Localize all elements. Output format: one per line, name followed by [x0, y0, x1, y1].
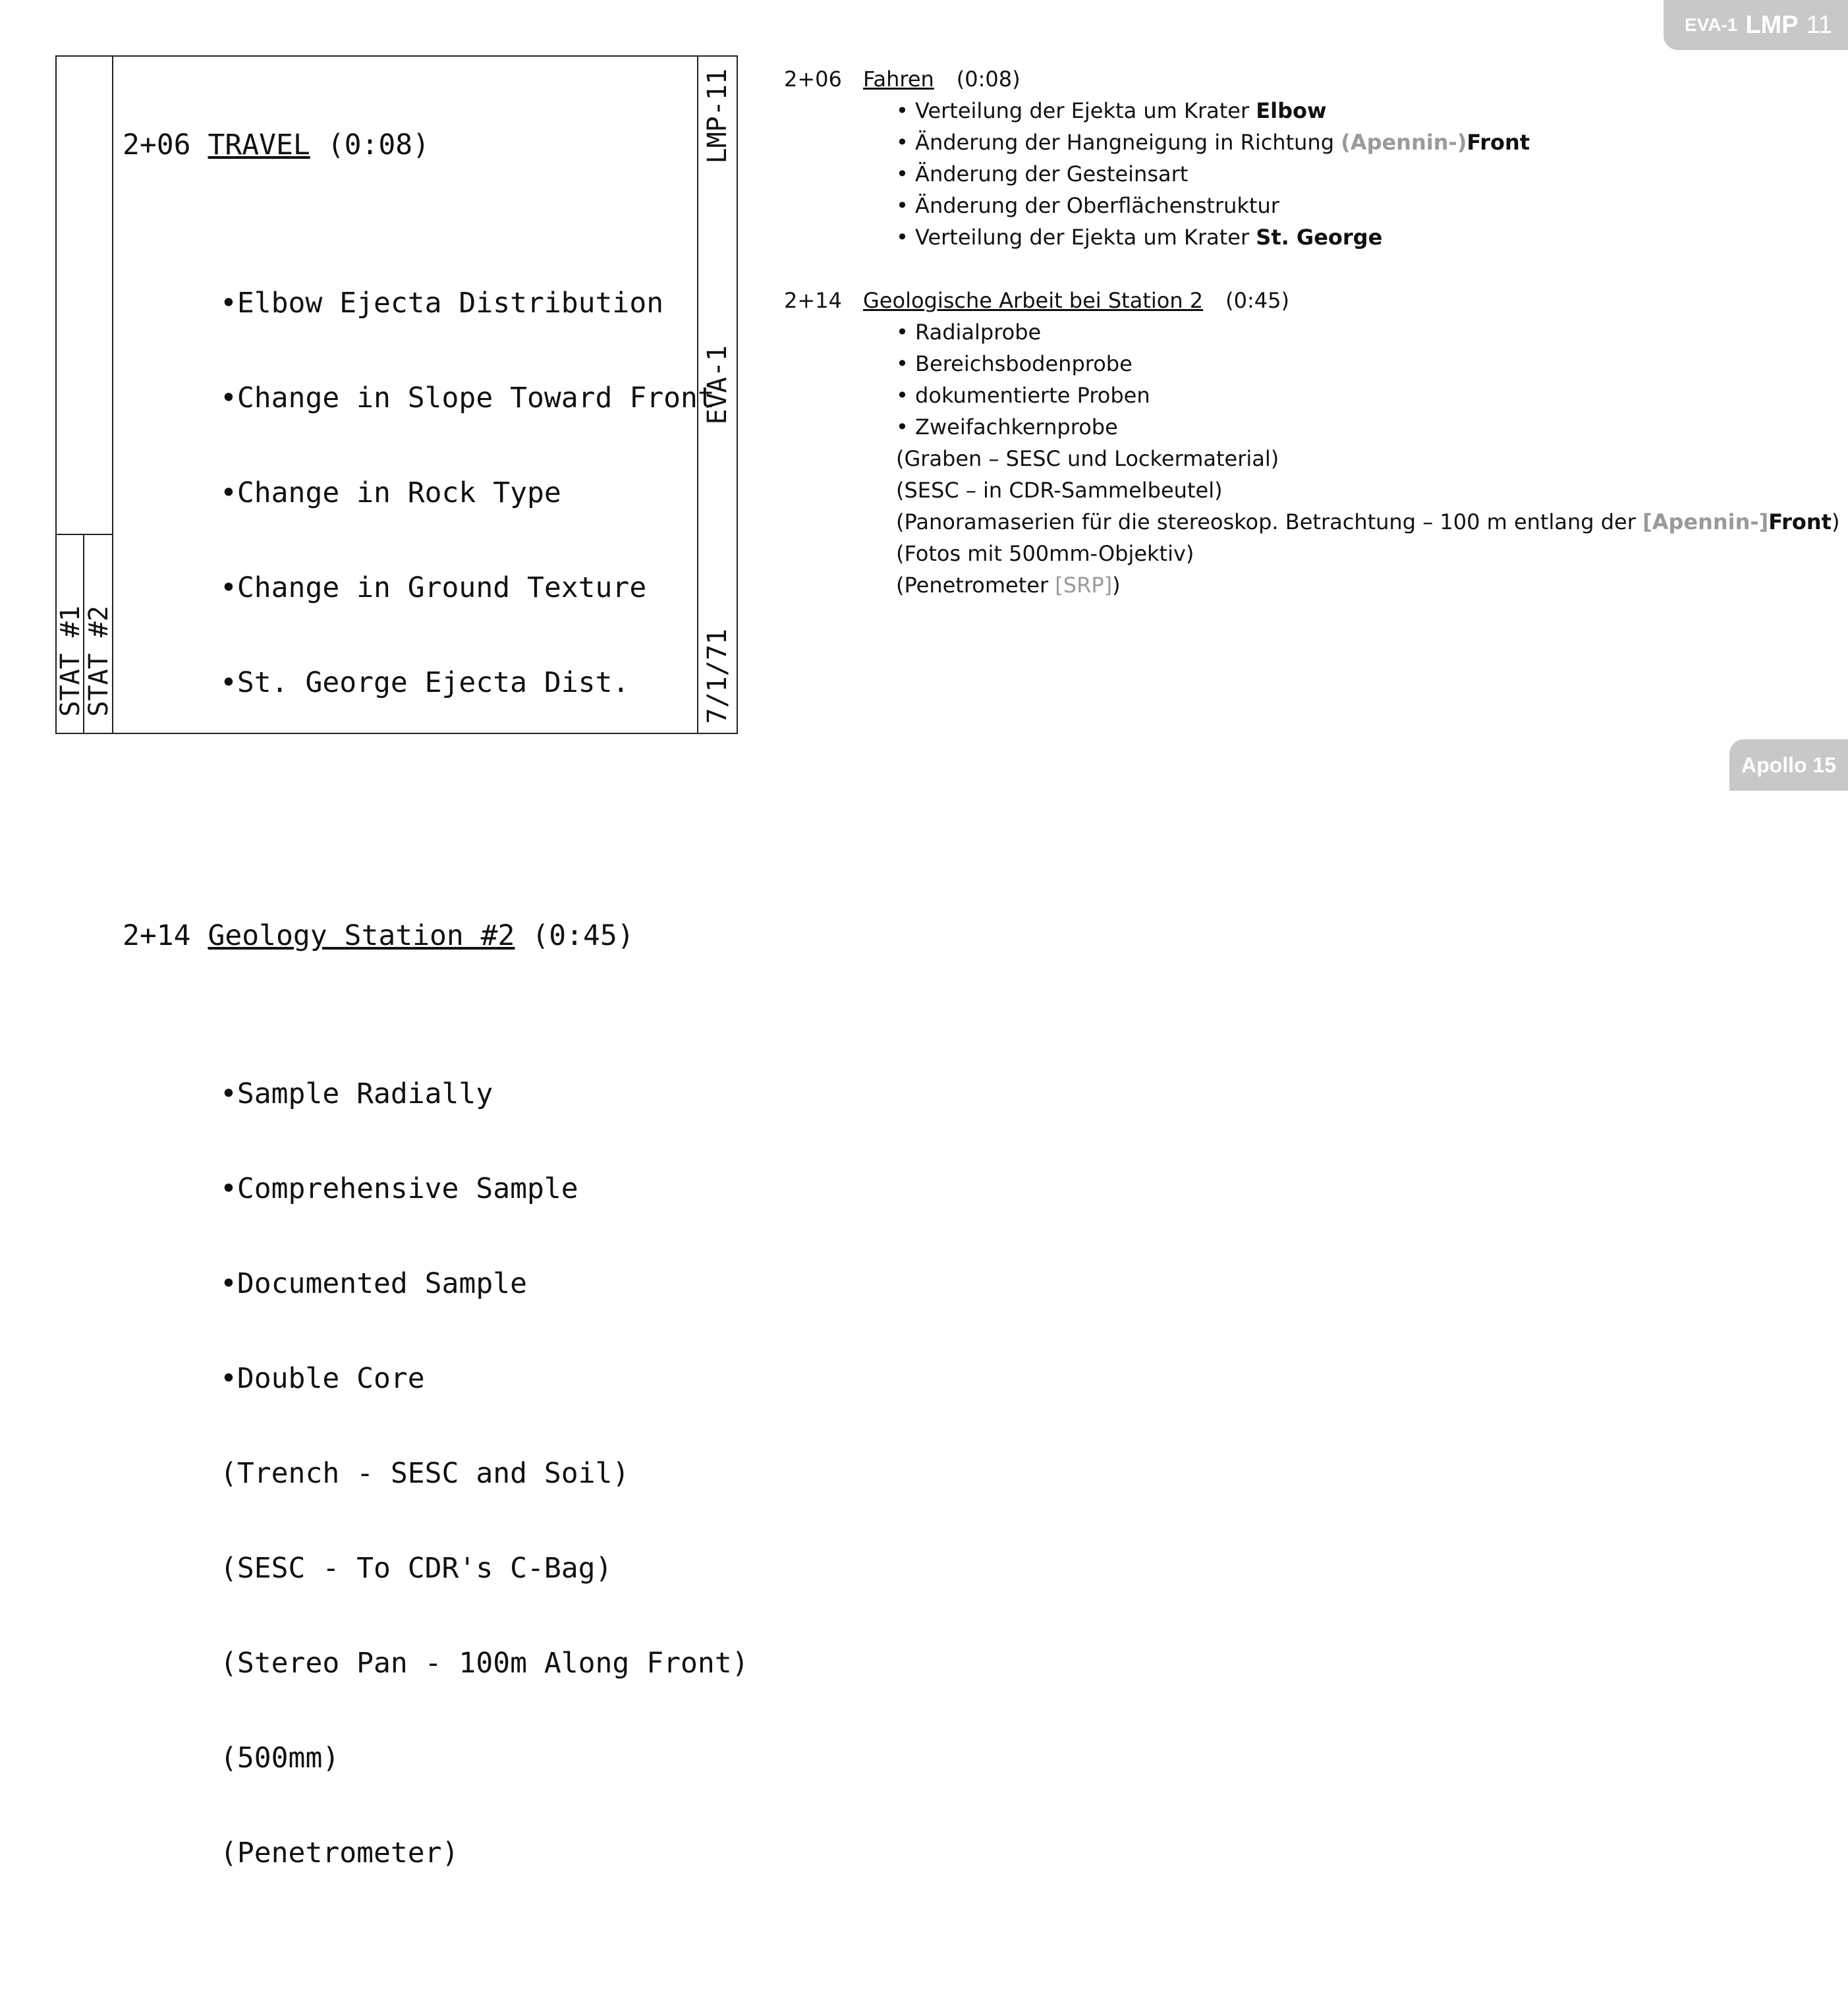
- card-geology-duration: (0:45): [532, 919, 634, 952]
- trans-travel-item: [784, 95, 1838, 127]
- card-travel-item: •Change in Slope Toward Front: [220, 382, 715, 414]
- card-geology-item: (SESC - To CDR's C-Bag): [220, 1552, 613, 1585]
- trans-text: • Änderung der Hangneigung in Richtung: [896, 130, 1341, 155]
- trans-travel-item: • Änderung der Oberflächenstruktur: [896, 193, 1279, 218]
- card-geology-list: [123, 1015, 749, 1932]
- card-travel-duration: (0:08): [327, 128, 430, 161]
- trans-geology-item: • Radialprobe: [896, 320, 1042, 345]
- trans-text: (Panoramaserien für die stereoskop. Betrachtung – 100 m entlang der: [896, 509, 1643, 534]
- trans-travel-item: [784, 221, 1838, 253]
- stat-2-label: STAT #2: [84, 606, 114, 717]
- trans-travel-item: [784, 127, 1838, 158]
- trans-text: (Penetrometer: [896, 573, 1055, 598]
- trans-grey-text: [SRP]: [1055, 573, 1113, 598]
- card-eva-label: EVA-1: [702, 345, 733, 425]
- card-travel-list: [123, 224, 715, 762]
- trans-travel-time: 2+06: [784, 67, 842, 92]
- trans-bold-text: Front: [1768, 509, 1832, 534]
- card-geology-item: (Penetrometer): [220, 1837, 459, 1869]
- card-travel-heading: [123, 129, 692, 161]
- checklist-card: [55, 55, 749, 1869]
- card-geology-item: •Comprehensive Sample: [220, 1172, 578, 1205]
- card-travel-time: 2+06: [123, 128, 191, 161]
- card-travel-item: •Change in Ground Texture: [220, 571, 647, 604]
- trans-geology-item: [784, 506, 1838, 538]
- trans-geology-item: • dokumentierte Proben: [896, 383, 1150, 408]
- trans-travel-title: Fahren: [863, 67, 934, 92]
- card-left-column: [57, 57, 113, 733]
- trans-grey-text: (Apennin-): [1341, 130, 1467, 155]
- trans-geology-item: • Zweifachkernprobe: [896, 414, 1118, 440]
- trans-travel-duration: (0:08): [956, 67, 1021, 92]
- page-header-tab: [1664, 0, 1848, 50]
- mission-label: Apollo 15: [1741, 753, 1836, 777]
- trans-bold-text: Front: [1467, 130, 1530, 155]
- page-number: 11: [1806, 11, 1832, 39]
- card-geology-item: (Trench - SESC and Soil): [220, 1457, 630, 1490]
- card-travel-title: TRAVEL: [208, 128, 310, 161]
- card-geology-time: 2+14: [123, 919, 191, 952]
- mission-tab: [1729, 739, 1848, 791]
- trans-geology-item: (SESC – in CDR-Sammelbeutel): [896, 478, 1223, 503]
- trans-grey-text: [Apennin-]: [1642, 509, 1769, 534]
- card-date-label: 7/1/71: [702, 628, 733, 724]
- card-id-label: LMP-11: [702, 69, 733, 164]
- card-travel-item: •Change in Rock Type: [220, 476, 561, 509]
- card-travel-item: •St. George Ejecta Dist.: [220, 666, 630, 699]
- trans-geology-time: 2+14: [784, 288, 842, 313]
- trans-geology-item: (Fotos mit 500mm-Objektiv): [896, 541, 1194, 566]
- trans-bold-text: St. George: [1256, 225, 1383, 250]
- card-geology-item: •Sample Radially: [220, 1077, 493, 1110]
- trans-geology-heading: [784, 285, 1838, 316]
- card-geology-heading: [123, 920, 692, 952]
- lmp-label: LMP: [1745, 11, 1799, 39]
- card-geology-item: •Documented Sample: [220, 1267, 527, 1300]
- stat-1-label: STAT #1: [55, 606, 86, 717]
- divider: [57, 534, 112, 535]
- card-geology-title: Geology Station #2: [208, 919, 515, 952]
- trans-text: • Verteilung der Ejekta um Krater: [896, 225, 1256, 250]
- trans-text: ): [1112, 573, 1121, 598]
- trans-travel-heading: [784, 63, 1838, 95]
- trans-geology-duration: (0:45): [1225, 288, 1289, 313]
- card-geology-item: (Stereo Pan - 100m Along Front): [220, 1647, 749, 1680]
- card-geology-item: •Double Core: [220, 1362, 425, 1395]
- translation-panel: [784, 63, 1838, 601]
- trans-geology-title: Geologische Arbeit bei Station 2: [863, 288, 1204, 313]
- trans-geology-item: • Bereichsbodenprobe: [896, 351, 1133, 376]
- trans-geology-item: (Graben – SESC und Lockermaterial): [896, 446, 1279, 471]
- eva-label: EVA-1: [1684, 14, 1738, 35]
- trans-text: • Verteilung der Ejekta um Krater: [896, 98, 1256, 123]
- trans-geology-item: [784, 569, 1838, 601]
- card-travel-item: •Elbow Ejecta Distribution: [220, 287, 664, 320]
- trans-travel-item: • Änderung der Gesteinsart: [896, 161, 1189, 186]
- trans-bold-text: Elbow: [1256, 98, 1327, 123]
- card-geology-item: (500mm): [220, 1742, 340, 1775]
- trans-text: ): [1831, 509, 1840, 534]
